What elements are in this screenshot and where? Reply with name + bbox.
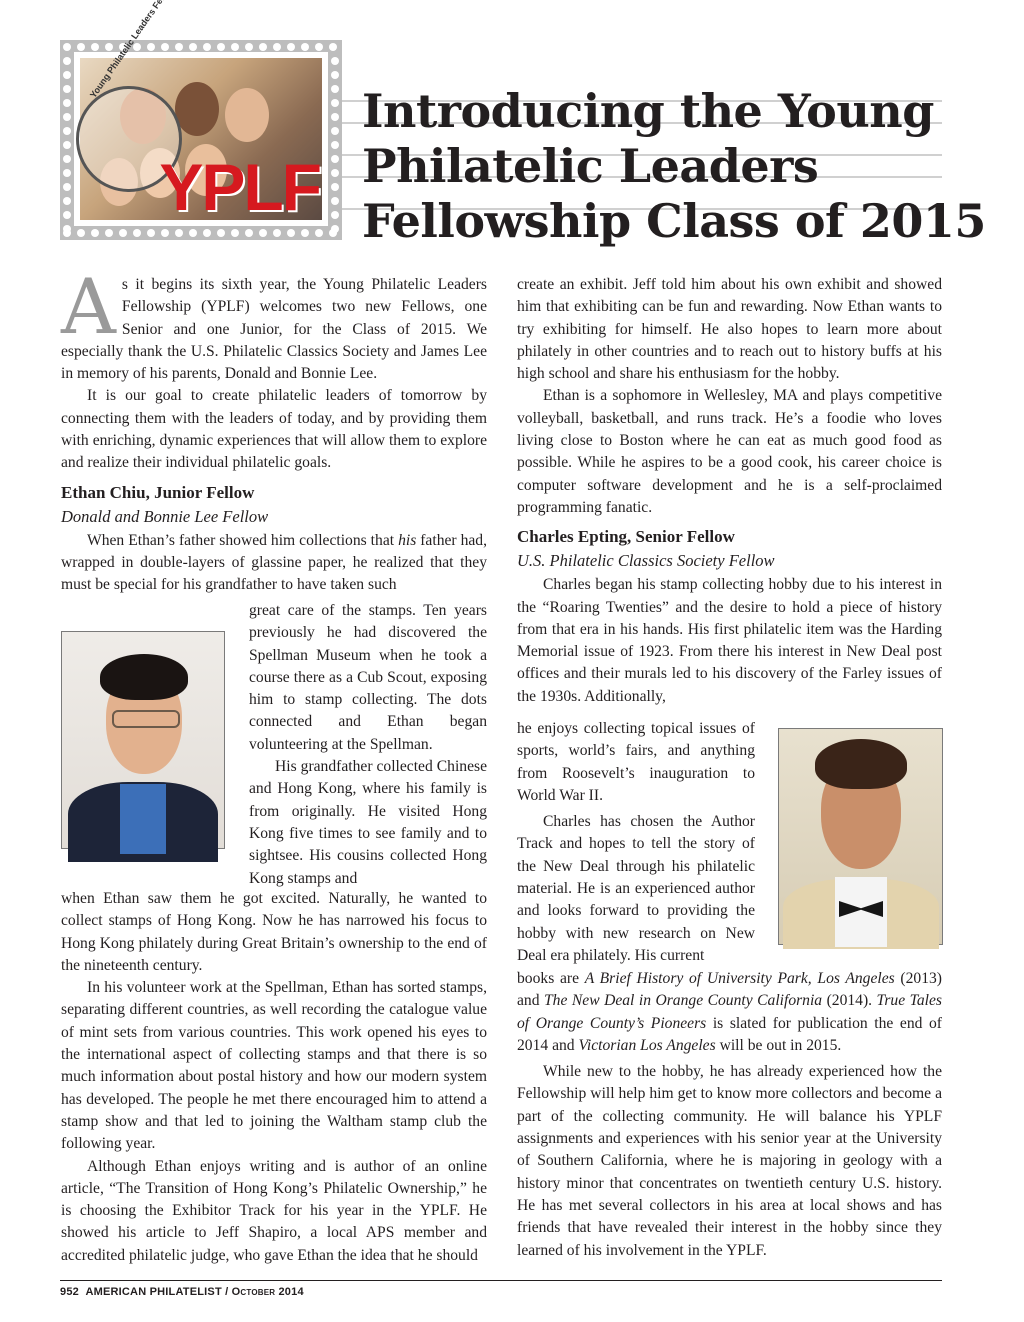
title-line-1: Introducing the Young [362, 84, 934, 138]
ethan-paragraph-4: Although Ethan enjoys writing and is author of an online article, “The Transition of Hong Kong’s Philatelic Ownership,” he is choosing the Exhibitor Track for his year in the YPLF. He showed his article to Jeff Shapiro, a local APS member and accredited philatelic judge, who gave Ethan the idea that he should [61, 1157, 487, 1264]
publication-name: AMERICAN PHILATELIST / [85, 1286, 232, 1298]
dropcap: A [61, 262, 116, 351]
left-column-lower [61, 888, 487, 1267]
seal-text: Young Philatelic Leaders [88, 6, 158, 100]
ethan-paragraph-3: In his volunteer work at the Spellman, Ethan has sorted stamps, separating different countries, as well recording the catalogue value of mint sets from various countries. This work opened his eyes to the international aspect of collecting stamps and that there is so much information about postal history and how our modern system has developed. The people he met there encouraged him to attend a stamp show and that led to joining the Waltham stamp club the following year. [61, 979, 487, 1153]
page-number: 952 [60, 1286, 79, 1298]
title-line-2: Philatelic Leaders [362, 139, 819, 193]
title-line-3: Fellowship Class of 2015 [362, 194, 986, 248]
ethan-paragraph-2-cont: when Ethan saw them he got excited. Naturally, he wanted to collect stamps of Hong Kong. Now he has narrowed his focus to Hong Kong philately during Great Britain’s ownership to the end of the nineteenth century. [61, 890, 487, 974]
ethan-paragraph-5: Ethan is a sophomore in Wellesley, MA and plays competitive volleyball, basketball, and runs track. He’s a foodie who loves living close to Boston where he can eat as much good food as possible. While he aspires to be a good cook, his career choice is computer software development and he is a self-proclaimed programming fanatic. [517, 387, 942, 516]
stamp-photo [74, 6, 328, 226]
ethan-paragraph-2: His grandfather collected Chinese and Hong Kong, where his family is from originally. He visited Hong Kong five times to see family and to sightsee. His cousins collected Hong Kong stamps and [249, 758, 487, 887]
charles-portrait [778, 728, 943, 945]
ethan-wrap-text [249, 600, 487, 890]
intro-text: s it begins its sixth year, the Young Philatelic Leaders Fellowship (YPLF) welcomes two new Fellows, one Senior and one Junior, for the Class of 2015. We especially thank the U.S. Philatelic Classics Society and James Lee in memory of his parents, Donald and Bonnie Lee. [61, 276, 487, 383]
fellow2-subtitle: U.S. Philatelic Classics Society Fellow [517, 551, 775, 571]
fellow1-subtitle: Donald and Bonnie Lee Fellow [61, 506, 269, 526]
charles-paragraph-3: While new to the hobby, he has already experienced how the Fellowship will help him get to know more collectors and become a part of the collecting community. He will balance his YPLF assignments and experiences with his senior year at the University of Southern California, where he is majoring in geology with a history minor that concentrates on twentieth century U.S. history. He has met several collectors in his area at local shows and has friends that have revealed their interest in the hobby since they learned of his involvement in the YPLF. [517, 1063, 942, 1259]
left-column [61, 262, 487, 597]
ethan-paragraph-1-cont: great care of the stamps. Ten years previously he had discovered the Spellman Museum when he took a course there as a Cub Scout, exposing him to stamp collecting. The dots connected and Ethan began volunteering at the Spellman. [249, 602, 487, 753]
charles-paragraph-1: Charles began his stamp collecting hobby due to his interest in the “Roaring Twenties” and the desire to hold a piece of history from that era in his hands. His first philatelic item was the Harding Memorial issue of 1923. From there his interest in New Deal post offices and their murals led to his discovery of the Farley issues of the 1930s. Additionally, [517, 576, 942, 705]
goal-paragraph: It is our goal to create philatelic leaders of tomorrow by connecting them with the leaders of today, and by providing them with enriching, dynamic experiences that will allow them to explore and realize their individual philatelic goals. [61, 387, 487, 472]
charles-paragraph-2: Charles has chosen the Author Track and hopes to tell the story of the New Deal through his philatelic material. He is an experienced author and looks forward to providing the hobby with new research on New Deal era philately. His current [517, 813, 755, 964]
fellow1-heading: Ethan Chiu, Junior Fellow [61, 482, 255, 502]
charles-wrap-text [517, 718, 755, 967]
right-column [517, 274, 942, 708]
ethan-portrait [61, 631, 225, 849]
page-title [362, 84, 986, 249]
ethan-paragraph-4-cont: create an exhibit. Jeff told him about his own exhibit and showed him that exhibiting can be fun and rewarding. Now Ethan wants to try exhibiting for himself. He also hopes to learn more about philately in other countries and to reach out to history buffs at his high school and share his enthusiasm for the hobby. [517, 276, 942, 383]
intro-paragraph [61, 262, 487, 385]
charles-paragraph-1-cont: he enjoys collecting topical issues of sports, world’s fairs, and anything from Roosevelt’s inauguration to World War II. [517, 720, 755, 804]
yplf-logo: YPLF [159, 150, 320, 224]
issue-year: 2014 [275, 1286, 304, 1298]
footer-rule [60, 1280, 942, 1281]
page-footer [60, 1286, 304, 1298]
ethan-paragraph-1: When Ethan’s father showed him collections that his father had, wrapped in double-layers of glassine paper, he realized that they must be special for his grandfather to have taken such [61, 531, 487, 594]
fellow2-heading: Charles Epting, Senior Fellow [517, 527, 735, 547]
issue-month: October [231, 1286, 276, 1298]
charles-paragraph-2-cont: books are A Brief History of University Park, Los Angeles (2013) and The New Deal in Orange County California (2014). True Tales of Orange County’s Pioneers is slated for publication the end of 2014 and Victorian Los Angeles will be out in 2015. [517, 970, 942, 1054]
right-column-lower [517, 968, 942, 1262]
